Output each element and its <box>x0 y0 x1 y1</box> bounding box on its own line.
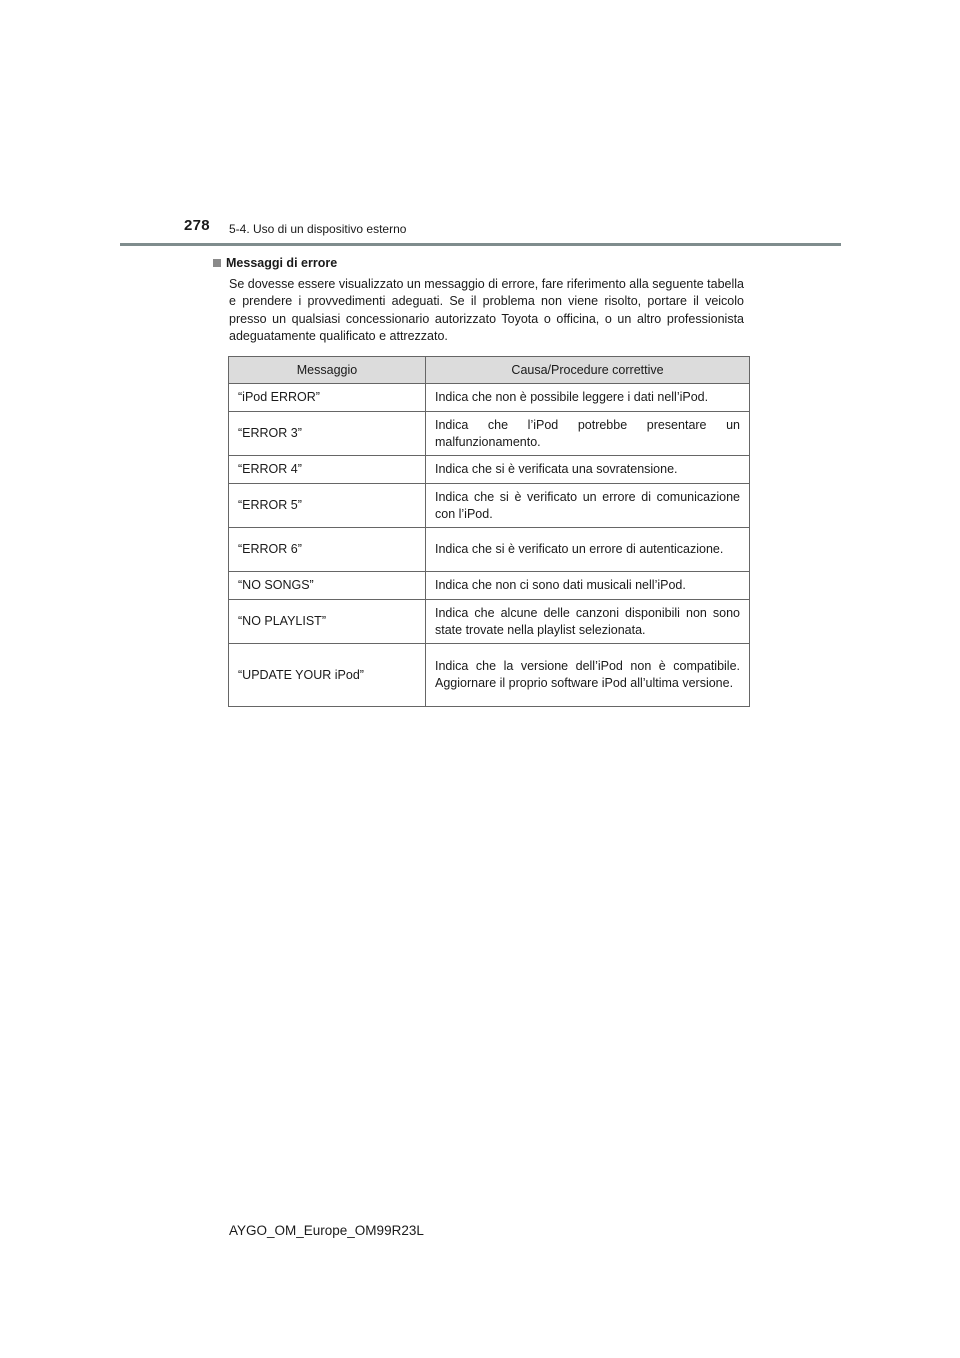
message-cell: “ERROR 5” <box>229 484 426 528</box>
message-cell: “ERROR 3” <box>229 412 426 456</box>
cause-cell: Indica che non è possibile leggere i dati nell’iPod. <box>426 384 750 412</box>
table-header-row <box>229 357 750 384</box>
cause-cell: Indica che l’iPod potrebbe presentare un malfunzionamento. <box>426 412 750 456</box>
message-cell: “NO SONGS” <box>229 572 426 600</box>
document-footer: AYGO_OM_Europe_OM99R23L <box>229 1223 424 1238</box>
table-row <box>229 600 750 644</box>
cause-cell: Indica che si è verificato un errore di comunicazione con l’iPod. <box>426 484 750 528</box>
cause-cell: Indica che si è verificata una sovratensione. <box>426 456 750 484</box>
subheading-text: Messaggi di errore <box>226 256 338 270</box>
cause-cell: Indica che la versione dell’iPod non è compatibile. Aggiornare il proprio software iPod all’ultima versione. <box>426 644 750 707</box>
header-divider <box>120 243 841 246</box>
cause-cell: Indica che non ci sono dati musicali nell’iPod. <box>426 572 750 600</box>
table-row <box>229 456 750 484</box>
table-row <box>229 644 750 707</box>
column-header-message: Messaggio <box>229 357 426 384</box>
table-row <box>229 384 750 412</box>
table-row <box>229 412 750 456</box>
message-cell: “UPDATE YOUR iPod” <box>229 644 426 707</box>
section-title: 5-4. Uso di un dispositivo esterno <box>229 222 407 236</box>
message-cell: “ERROR 4” <box>229 456 426 484</box>
page-number: 278 <box>184 217 210 234</box>
message-cell: “NO PLAYLIST” <box>229 600 426 644</box>
intro-paragraph: Se dovesse essere visualizzato un messaggio di errore, fare riferimento alla seguente tabella e prendere i provvedimenti adeguati. Se il problema non viene risolto, portare il veicolo presso un qualsiasi concessionario autorizzato Toyota o officina, o un altro professionista adeguatamente qualificato e attrezzato. <box>229 277 744 343</box>
square-bullet-icon <box>213 259 221 267</box>
error-message-table <box>228 356 750 707</box>
cause-cell: Indica che si è verificato un errore di autenticazione. <box>426 528 750 572</box>
table-row <box>229 572 750 600</box>
message-cell: “ERROR 6” <box>229 528 426 572</box>
column-header-cause: Causa/Procedure correttive <box>426 357 750 384</box>
table-row <box>229 484 750 528</box>
cause-cell: Indica che alcune delle canzoni disponibili non sono state trovate nella playlist selezionata. <box>426 600 750 644</box>
message-cell: “iPod ERROR” <box>229 384 426 412</box>
table-row <box>229 528 750 572</box>
subheading <box>213 256 337 270</box>
